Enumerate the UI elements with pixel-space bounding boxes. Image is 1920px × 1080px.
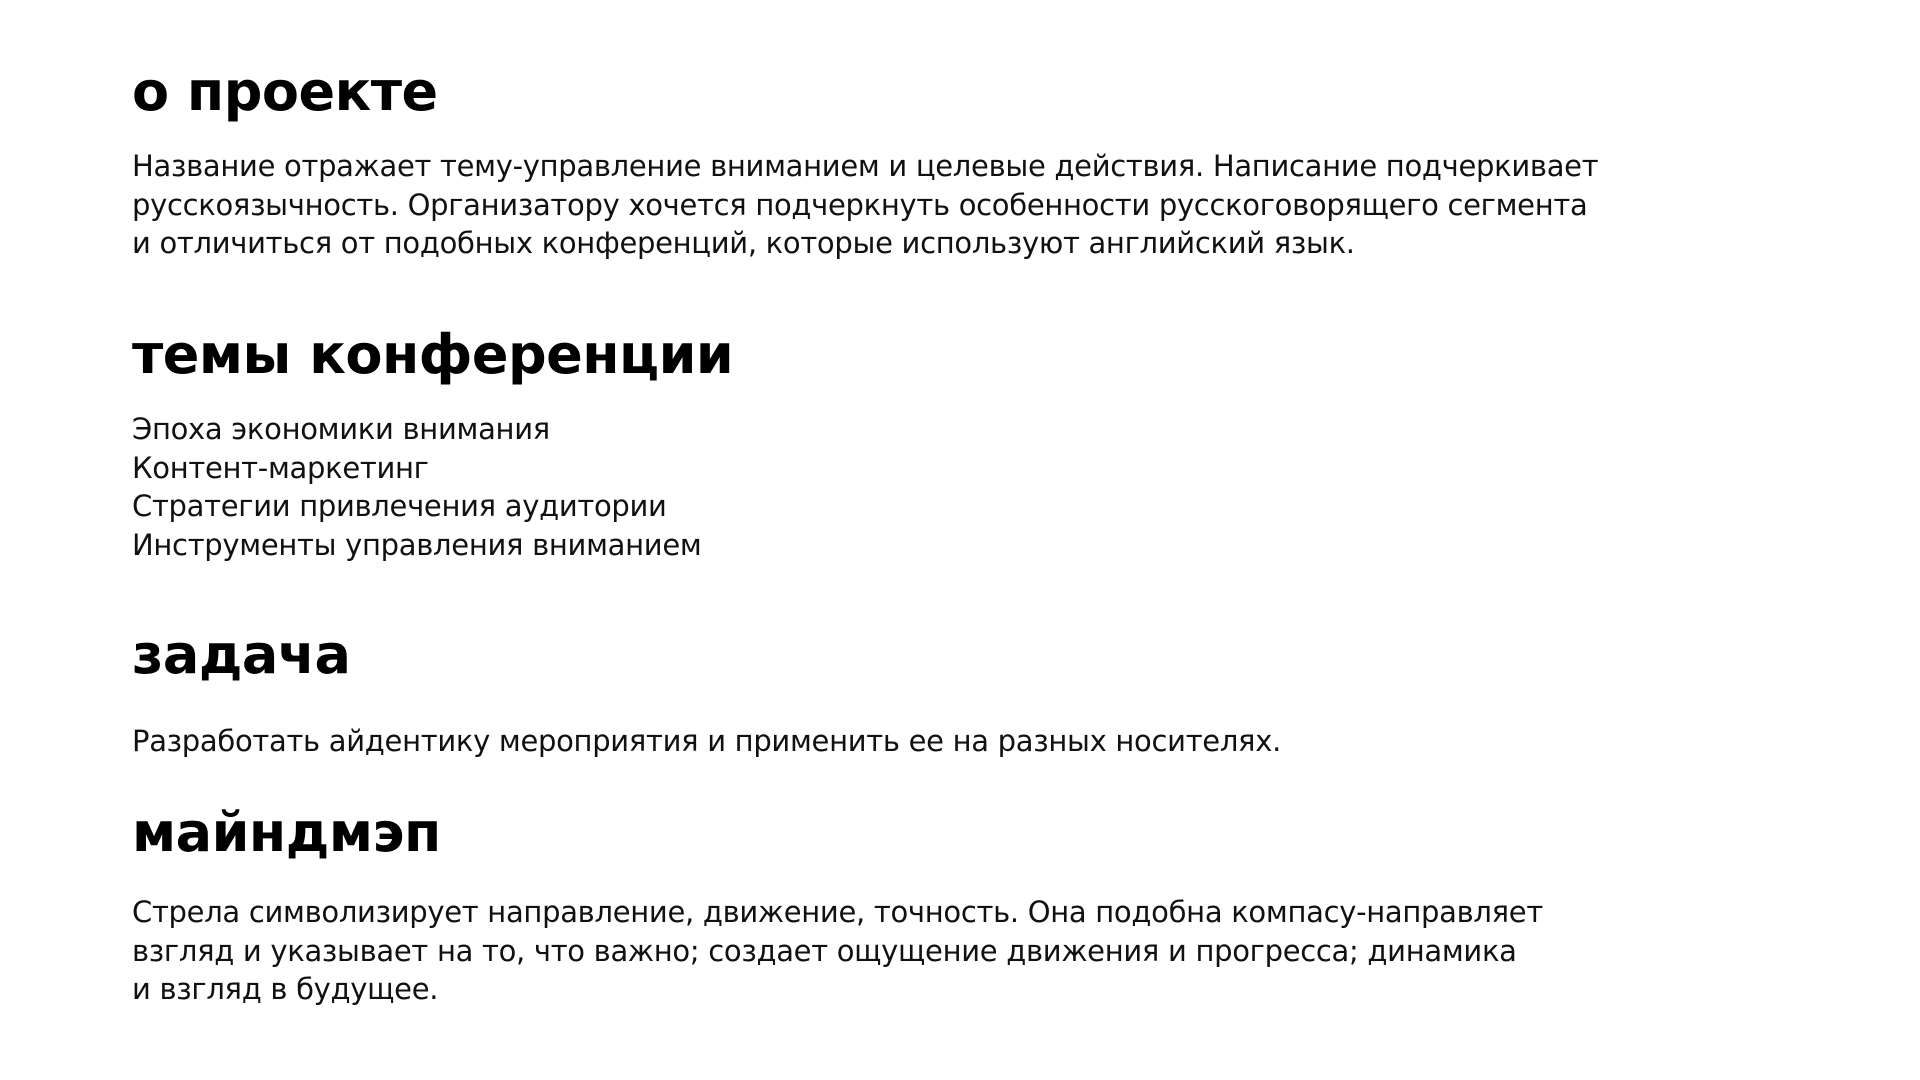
section-heading: темы конференции xyxy=(132,323,734,386)
text-line: и взгляд в будущее. xyxy=(132,972,439,1006)
text-line: русскоязычность. Организатору хочется подчеркнуть особенности русскоговорящего сегмента xyxy=(132,187,1588,222)
section-heading: задача xyxy=(132,623,351,686)
section-task xyxy=(132,625,1281,761)
section-heading: о проекте xyxy=(132,60,438,123)
text-line: Стрела символизирует направление, движение, точность. Она подобна компасу-направляет xyxy=(132,895,1543,929)
text-line: взгляд и указывает на то, что важно; создает ощущение движения и прогресса; динамика xyxy=(132,933,1517,968)
section-mindmap xyxy=(132,803,1543,1009)
text-line: Название отражает тему-управление вниманием и целевые действия. Написание подчеркивает xyxy=(132,149,1599,183)
topic-item: Контент-маркетинг xyxy=(132,450,429,485)
topic-item: Стратегии привлечения аудитории xyxy=(132,489,667,523)
section-heading: майндмэп xyxy=(132,801,441,864)
topics-list xyxy=(132,410,733,564)
text-line: Разработать айдентику мероприятия и применить ее на разных носителях. xyxy=(132,724,1281,758)
mindmap-text xyxy=(132,893,1543,1009)
about-project-text xyxy=(132,147,1598,263)
text-line: и отличиться от подобных конференций, которые используют английский язык. xyxy=(132,226,1355,260)
section-about-project xyxy=(132,62,1598,263)
task-text xyxy=(132,722,1281,761)
section-conference-topics xyxy=(132,325,733,564)
topic-item: Эпоха экономики внимания xyxy=(132,412,550,446)
topic-item: Инструменты управления вниманием xyxy=(132,527,702,562)
